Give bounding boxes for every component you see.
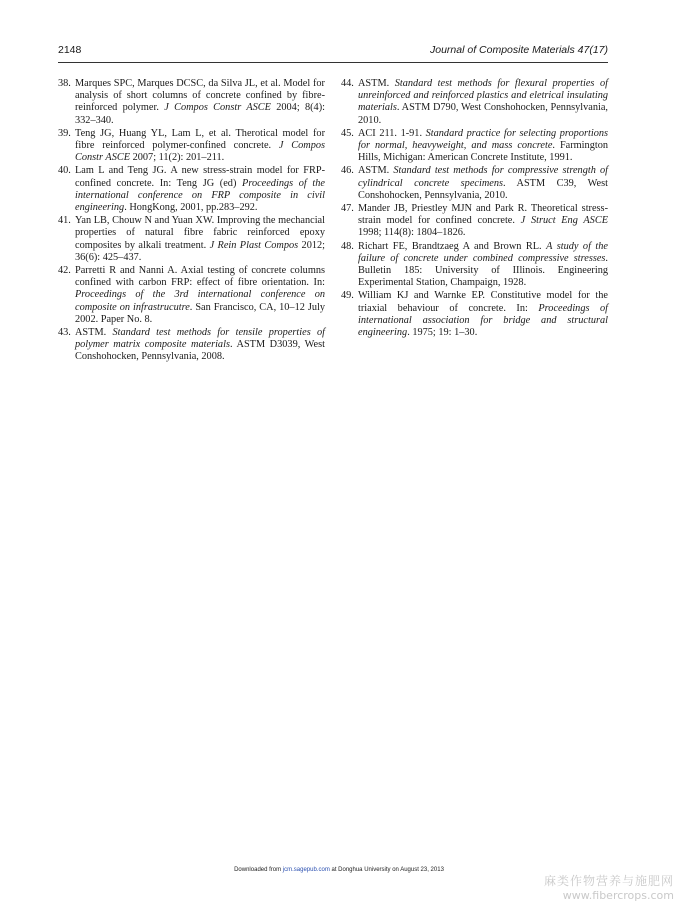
watermark-chinese: 麻类作物营养与施肥网 (543, 874, 674, 888)
header-rule (58, 62, 608, 63)
reference-text: ACI 211. 1-91. Standard practice for selecting proportions for normal, heavyweight, and mass concrete. Farmington Hills, Michigan: American Concrete Institute, 1991. (358, 127, 608, 164)
reference-text: Parretti R and Nanni A. Axial testing of concrete columns confined with carbon FRP: effect of fibre orientation. In: Proceedings of the 3rd international conference on composite on infrastrucutre. San Francisco, CA, 10–12 July 2002. Paper No. 8. (75, 265, 325, 325)
reference-item (341, 290, 608, 339)
running-header (46, 44, 608, 60)
reference-text: ASTM. Standard test methods for flexural properties of unreinforced and reinforced plastics and eletrical insulating materials. ASTM D790, West Conshohocken, Pennsylvania, 2010. (358, 78, 608, 126)
reference-number: 48. (341, 240, 354, 252)
reference-text: ASTM. Standard test methods for compressive strength of cylindrical concrete specimens. ASTM C39, West Conshohocken, Pennsylvania, 2010. (358, 165, 608, 201)
reference-number: 45. (341, 127, 354, 139)
page-number: 2148 (58, 44, 82, 56)
reference-number: 46. (341, 165, 354, 177)
footer-suffix: at Donghua University on August 23, 2013 (329, 867, 444, 873)
watermark (544, 872, 674, 902)
reference-text: Yan LB, Chouw N and Yuan XW. Improving the mechancial properties of natural fibre fabric reinforced epoxy composites by alkali treatment. J Rein Plast Compos 2012; 36(6): 425–437. (75, 215, 325, 263)
reference-text: Richart FE, Brandtzaeg A and Brown RL. A study of the failure of concrete under combined compressive stresses. Bulletin 185: University of IIlinois. Engineering Experimental Station, Champaign, 1928. (358, 240, 608, 289)
watermark-url: www.fibercrops.com (562, 889, 674, 902)
reference-item (58, 165, 325, 214)
reference-text: ASTM. Standard test methods for tensile properties of polymer matrix composite materials. ASTM D3039, West Conshohocken, Pennsylvania, 2008. (75, 327, 325, 363)
reference-number: 47. (341, 203, 354, 215)
journal-title: Journal of Composite Materials 47(17) (430, 44, 608, 56)
reference-item (58, 327, 325, 364)
reference-text: Teng JG, Huang YL, Lam L, et al. Therotical model for fibre reinforced polymer-confined concrete. J Compos Constr ASCE 2007; 11(2): 201–211. (75, 127, 326, 164)
reference-number: 49. (341, 290, 354, 302)
reference-number: 39. (58, 127, 71, 139)
footer-prefix: Downloaded from (234, 867, 283, 873)
reference-number: 40. (58, 165, 71, 177)
reference-item (58, 78, 325, 127)
reference-item (341, 203, 608, 240)
reference-item (58, 265, 325, 326)
reference-item (341, 128, 608, 165)
reference-number: 38. (58, 78, 71, 89)
reference-item (341, 241, 608, 290)
reference-number: 43. (58, 327, 71, 339)
reference-text: Marques SPC, Marques DCSC, da Silva JL, et al. Model for analysis of short columns of concrete confined by fibre-reinforced polymer. J Compos Constr ASCE 2004; 8(4): 332–340. (75, 78, 325, 126)
reference-text: Lam L and Teng JG. A new stress-strain model for FRP-confined concrete. In: Teng JG (ed) Proceedings of the international conference on FRP composite in civil engineering. HongKong, 2001, pp.283–292. (75, 165, 325, 214)
reference-item (341, 78, 608, 127)
reference-text: William KJ and Warnke EP. Constitutive model for the triaxial behaviour of concrete. In: Proceedings of international association for bridge and structural engineering. 1975; 19: 1–30. (358, 290, 609, 339)
reference-text: Mander JB, Priestley MJN and Park R. Theoretical stress-strain model for confined concrete. J Struct Eng ASCE 1998; 114(8): 1804–1826. (358, 203, 608, 239)
references-left-column (58, 78, 325, 365)
reference-item (58, 215, 325, 264)
reference-item (341, 165, 608, 202)
reference-number: 44. (341, 78, 354, 89)
references-right-column (341, 78, 608, 340)
footer-link[interactable]: jcm.sagepub.com (282, 867, 330, 873)
reference-item (58, 128, 325, 165)
reference-number: 41. (58, 215, 71, 227)
reference-number: 42. (58, 265, 71, 277)
